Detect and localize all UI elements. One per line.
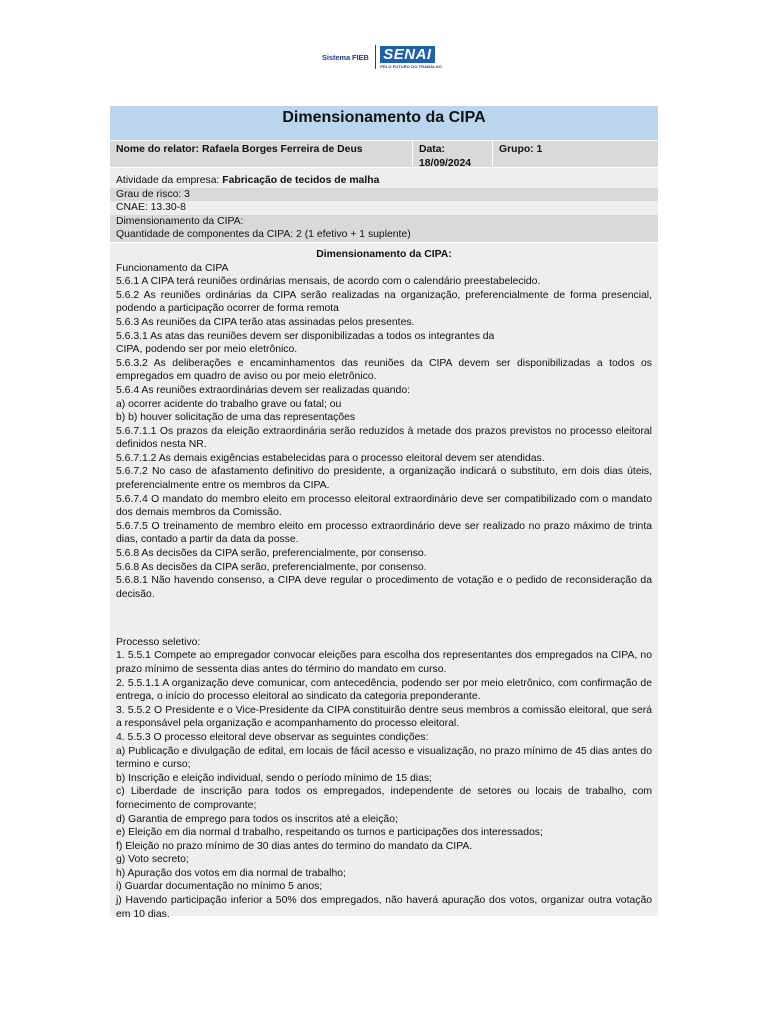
body-paragraph: CIPA, podendo ser por meio eletrônico. bbox=[116, 344, 298, 356]
body-paragraph: 5.6.7.1.2 As demais exigências estabelecidas para o processo eleitoral devem ser atendidas. bbox=[116, 452, 545, 464]
date-cell bbox=[413, 141, 493, 167]
body-paragraph: 1. 5.5.1 Compete ao empregador convocar eleições para escolha dos representantes dos empregados na CIPA, no prazo mínimo de sessenta dias antes do término do mandato em curso. bbox=[116, 650, 652, 675]
logo-tagline: PELO FUTURO DO TRABALHO bbox=[380, 63, 442, 69]
body-paragraph: b) b) houver solicitação de uma das representações bbox=[116, 412, 356, 424]
body-paragraph: 2. 5.5.1.1 A organização deve comunicar, com antecedência, podendo ser por meio eletrônico, com confirmação de entrega, o início do processo eleitoral ao sindicato da categoria preponderante. bbox=[116, 677, 652, 703]
body-paragraph: 5.6.3.2 As deliberações e encaminhamentos das reuniões da CIPA devem ser disponibilizadas a todos os empregados em quadro de aviso ou por meio eletrônico. bbox=[116, 357, 652, 383]
logo-system-text: Sistema FIEB bbox=[322, 52, 369, 62]
body-paragraph: 5.6.8.1 Não havendo consenso, a CIPA deve regular o procedimento de votação e o pedido de reconsideração da decisão. bbox=[116, 575, 652, 600]
body-paragraph: i) Guardar documentação no mínimo 5 anos; bbox=[116, 881, 323, 893]
group-cell: Grupo: 1 bbox=[499, 144, 543, 155]
body-paragraph: j) Havendo participação inferior a 50% dos empregados, não haverá apuração dos votos, organizar outra votação em 10 dias. bbox=[116, 895, 652, 920]
body-paragraph: 5.6.1 A CIPA terá reuniões ordinárias mensais, de acordo com o calendário preestabelecido. bbox=[116, 276, 541, 288]
body-paragraph: Processo seletivo: bbox=[116, 636, 201, 648]
blank-line bbox=[116, 612, 652, 626]
activity-label: Atividade da empresa: bbox=[116, 175, 223, 186]
cnae-line: CNAE: 13.30-8 bbox=[110, 201, 658, 215]
risk-line: Grau de risco: 3 bbox=[110, 188, 658, 202]
body-paragraph: 5.6.2 As reuniões ordinárias da CIPA serão realizadas na organização, preferencialmente de forma presencial, podendo a participação ocorrer de forma remota bbox=[116, 289, 652, 315]
date-label: Data: bbox=[419, 144, 445, 155]
body-paragraph: b) Inscrição e eleição individual, sendo o período mínimo de 15 dias; bbox=[116, 772, 432, 784]
body-paragraph: 5.6.8 As decisões da CIPA serão, preferencialmente, por consenso. bbox=[116, 561, 427, 573]
body-paragraph: 5.6.3 As reuniões da CIPA terão atas assinadas pelos presentes. bbox=[116, 316, 415, 328]
body-paragraph: h) Apuração dos votos em dia normal de trabalho; bbox=[116, 867, 346, 879]
body-paragraph: 5.6.7.2 No caso de afastamento definitivo do presidente, a organização indicará o substituto, em dois dias úteis, preferencialmente entre os membros da CIPA. bbox=[116, 466, 652, 492]
body-paragraph: 5.6.7.1.1 Os prazos da eleição extraordinária serão reduzidos à metade dos prazos previstos no processo eleitoral definidos nesta NR. bbox=[116, 425, 652, 451]
activity-value: Fabricação de tecidos de malha bbox=[222, 175, 380, 186]
body-paragraph: 4. 5.5.3 O processo eleitoral deve observar as seguintes condições: bbox=[116, 731, 429, 743]
body-paragraph: d) Garantia de emprego para todos os inscritos até a eleição; bbox=[116, 813, 398, 825]
quantity-line: Quantidade de componentes da CIPA: 2 (1 efetivo + 1 suplente) bbox=[110, 228, 658, 242]
date-value: 18/09/2024 bbox=[419, 157, 472, 169]
body-heading: Dimensionamento da CIPA: bbox=[316, 248, 452, 260]
sizing-line: Dimensionamento da CIPA: bbox=[110, 215, 658, 229]
logo bbox=[322, 43, 442, 71]
body-paragraph: 5.6.4 As reuniões extraordinárias devem ser realizadas quando: bbox=[116, 384, 410, 396]
logo-brand: SENAI bbox=[380, 46, 434, 63]
body-paragraphs bbox=[116, 262, 652, 922]
senai-logo bbox=[380, 46, 442, 69]
body-paragraph: a) ocorrer acidente do trabalho grave ou fatal; ou bbox=[116, 398, 342, 410]
document-title: Dimensionamento da CIPA bbox=[110, 106, 658, 141]
body-paragraph: 5.6.3.1 As atas das reuniões devem ser disponibilizadas a todos os integrantes da bbox=[116, 330, 495, 342]
activity-line bbox=[110, 174, 658, 188]
body-paragraph: 5.6.7.5 O treinamento de membro eleito em processo extraordinário deve ser realizado no prazo máximo de trinta dias, contado a partir da data da posse. bbox=[116, 520, 652, 546]
body-paragraph: a) Publicação e divulgação de edital, em locais de fácil acesso e visualização, no prazo mínimo de 45 dias antes do termino e curso; bbox=[116, 745, 652, 771]
logo-divider bbox=[375, 45, 377, 69]
body-paragraph: 5.6.8 As decisões da CIPA serão, preferencialmente, por consenso. bbox=[116, 548, 427, 560]
reporter-name: Nome do relator: Rafaela Borges Ferreira de Deus bbox=[110, 141, 413, 167]
document-table bbox=[110, 106, 658, 920]
meta-row bbox=[110, 141, 658, 168]
body-paragraph: f) Eleição no prazo mínimo de 30 dias antes do termino do mandato da CIPA. bbox=[116, 840, 473, 852]
body-section bbox=[110, 243, 658, 920]
body-paragraph: e) Eleição em dia normal d trabalho, respeitando os turnos e participações dos interessados; bbox=[116, 827, 543, 839]
body-paragraph: 3. 5.5.2 O Presidente e o Vice-Presidente da CIPA constituirão dentre seus membros a comissão eleitoral, que será a responsável pela organização e acompanhamento do processo eleitoral. bbox=[116, 704, 652, 730]
body-paragraph: 5.6.7.4 O mandato do membro eleito em processo eleitoral extraordinário deve ser compatibilizado com o mandato dos demais membros da Comissão. bbox=[116, 493, 652, 519]
body-paragraph: g) Voto secreto; bbox=[116, 854, 189, 866]
body-paragraph: Funcionamento da CIPA bbox=[116, 262, 229, 274]
body-paragraph: c) Liberdade de inscrição para todos os empregados, independente de setores ou locais de trabalho, com fornecimento de comprovante; bbox=[116, 786, 652, 811]
